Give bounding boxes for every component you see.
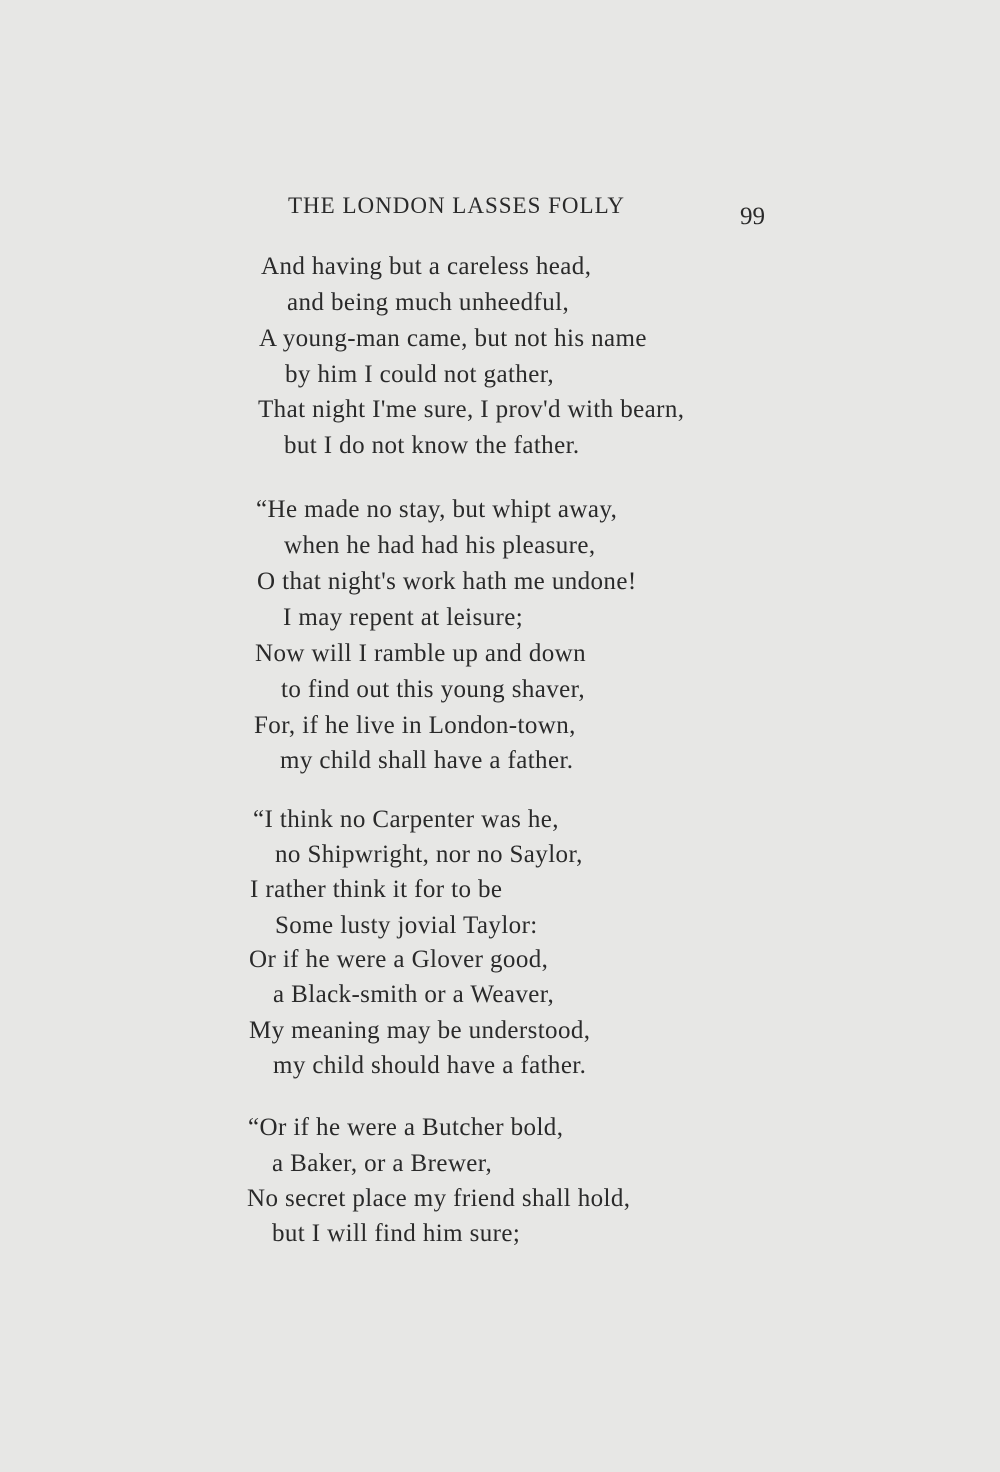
poem-line: a Baker, or a Brewer,	[272, 1150, 493, 1177]
poem-line: “He made no stay, but whipt away,	[256, 496, 618, 523]
poem-line: Now will I ramble up and down	[255, 640, 586, 667]
poem-line: to find out this young shaver,	[281, 676, 586, 703]
poem-line: but I will find him sure;	[272, 1220, 521, 1247]
poem-line: A young-man came, but not his name	[259, 325, 647, 352]
page-number: 99	[740, 203, 765, 230]
poem-line: my child should have a father.	[273, 1052, 587, 1079]
poem-line: a Black-smith or a Weaver,	[273, 981, 555, 1008]
poem-line: I may repent at leisure;	[283, 604, 524, 631]
poem-line: And having but a careless head,	[261, 253, 592, 280]
poem-line: Or if he were a Glover good,	[249, 946, 549, 973]
poem-line: For, if he live in London-town,	[254, 712, 576, 739]
poem-line: “Or if he were a Butcher bold,	[248, 1114, 564, 1141]
poem-line: by him I could not gather,	[285, 361, 555, 388]
poem-line: and being much unheedful,	[287, 289, 570, 316]
poem-line: my child shall have a father.	[280, 747, 574, 774]
poem-line: no Shipwright, nor no Saylor,	[275, 841, 583, 868]
poem-line: I rather think it for to be	[250, 876, 503, 903]
poem-line: My meaning may be understood,	[249, 1017, 591, 1044]
running-title: THE LONDON LASSES FOLLY	[288, 193, 625, 218]
poem-line: O that night's work hath me undone!	[257, 568, 637, 595]
poem-line: That night I'me sure, I prov'd with bearn,	[258, 396, 685, 423]
poem-line: when he had had his pleasure,	[284, 532, 596, 559]
poem-line: No secret place my friend shall hold,	[247, 1185, 631, 1212]
poem-line: but I do not know the father.	[284, 432, 580, 459]
poem-line: “I think no Carpenter was he,	[253, 806, 559, 833]
poem-line: Some lusty jovial Taylor:	[275, 912, 538, 939]
